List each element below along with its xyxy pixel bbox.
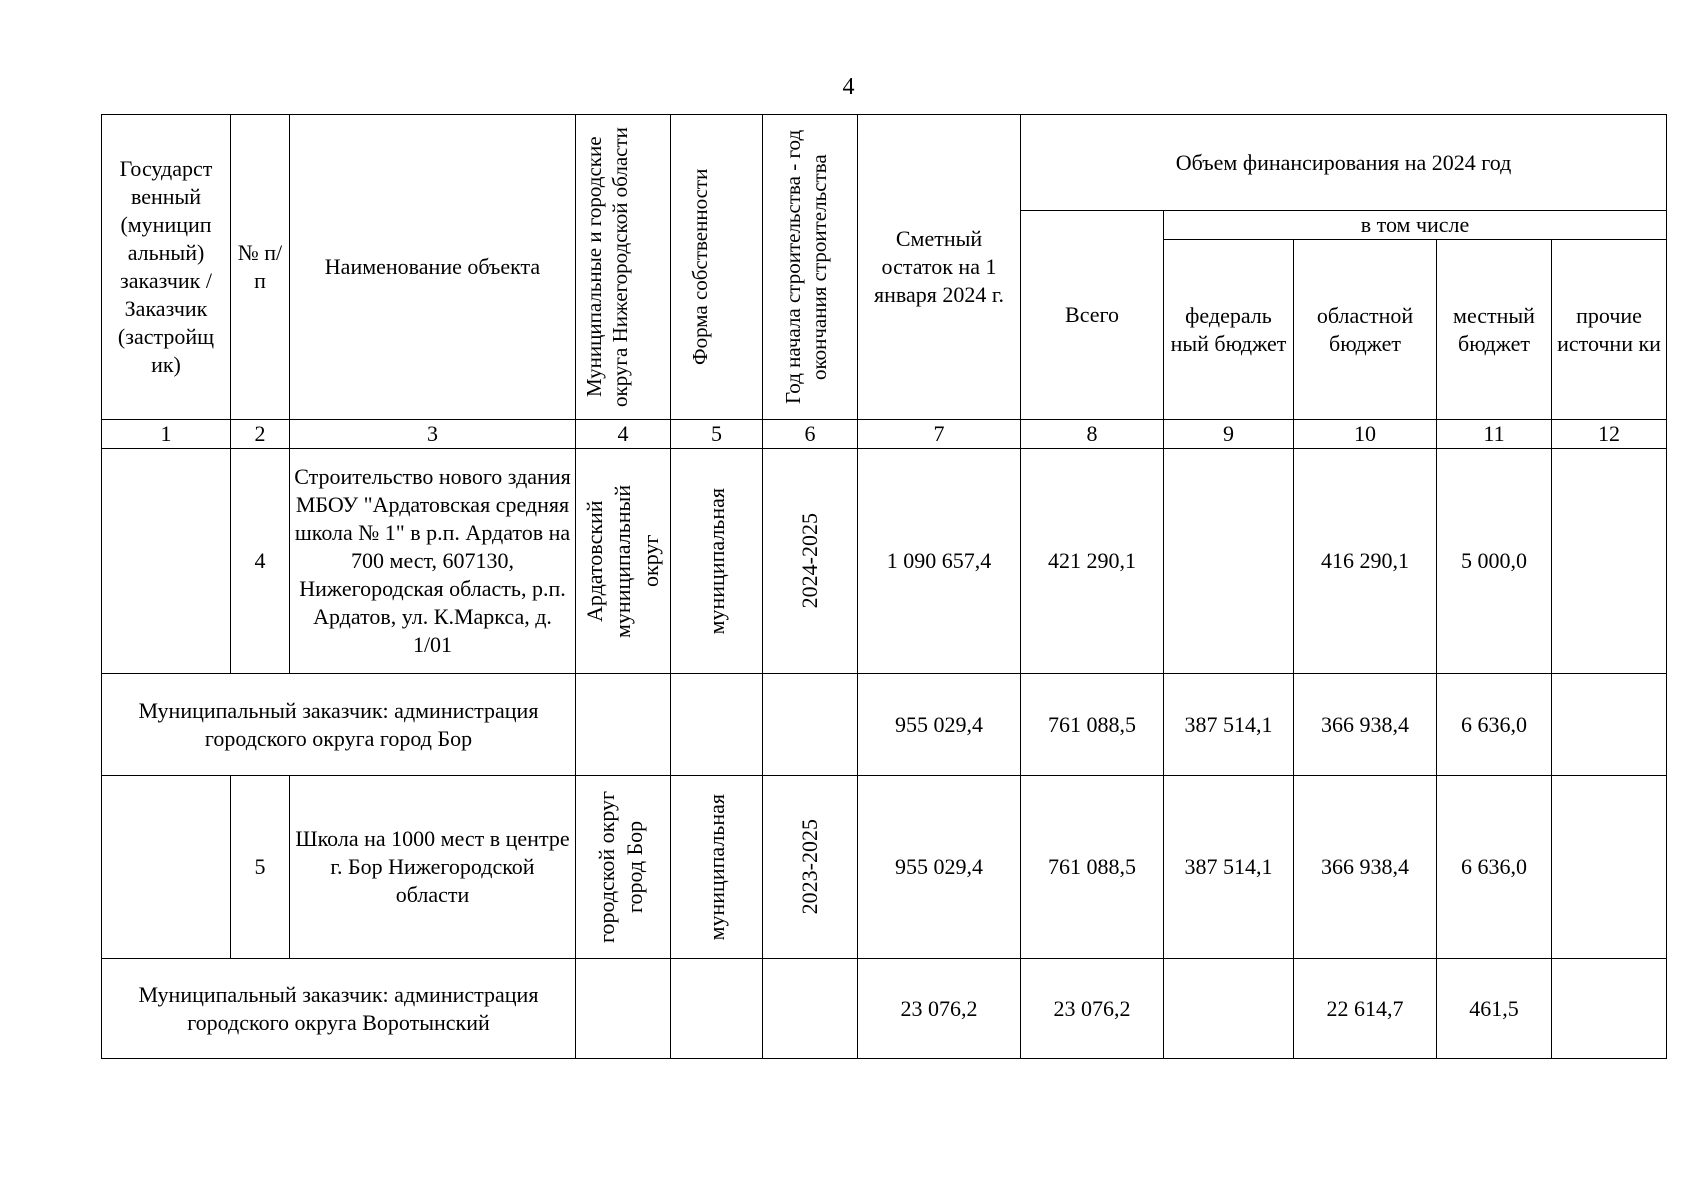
years-text: 2023-2025 bbox=[797, 819, 822, 915]
empty-cell bbox=[763, 959, 858, 1059]
column-number: 1 bbox=[102, 420, 231, 449]
object-name: Строительство нового здания МБОУ "Ардатовская средняя школа № 1" в р.п. Ардатов на 700 мест, 607130, Нижегородская область, р.п. Ардатов, ул. К.Маркса, д. 1/01 bbox=[290, 449, 576, 674]
header-financing: Объем финансирования на 2024 год bbox=[1021, 115, 1667, 211]
local-value: 6 636,0 bbox=[1437, 674, 1552, 776]
header-federal: федераль ный бюджет bbox=[1164, 240, 1294, 420]
federal-value bbox=[1164, 449, 1294, 674]
empty-cell bbox=[763, 674, 858, 776]
total-value: 761 088,5 bbox=[1021, 674, 1164, 776]
group-customer: Муниципальный заказчик: администрация городского округа Воротынский bbox=[102, 959, 576, 1059]
local-value: 6 636,0 bbox=[1437, 776, 1552, 959]
customer-cell bbox=[102, 449, 231, 674]
header-local: местный бюджет bbox=[1437, 240, 1552, 420]
header-remainder: Сметный остаток на 1 января 2024 г. bbox=[858, 115, 1021, 420]
header-municipality-text: Муниципальные и городские округа Нижегородской области bbox=[582, 127, 632, 407]
column-number: 8 bbox=[1021, 420, 1164, 449]
column-number: 6 bbox=[763, 420, 858, 449]
other-value bbox=[1552, 449, 1667, 674]
local-value: 5 000,0 bbox=[1437, 449, 1552, 674]
header-customer: Государст венный (муницип альный) заказчик / Заказчик (застройщ ик) bbox=[102, 115, 231, 420]
header-municipality bbox=[576, 115, 671, 420]
column-number: 11 bbox=[1437, 420, 1552, 449]
years-cell bbox=[763, 776, 858, 959]
empty-cell bbox=[671, 674, 763, 776]
header-regional: областной бюджет bbox=[1294, 240, 1437, 420]
total-value: 421 290,1 bbox=[1021, 449, 1164, 674]
years-text: 2024-2025 bbox=[797, 513, 822, 609]
group-row bbox=[102, 674, 1667, 776]
municipality-cell bbox=[576, 449, 671, 674]
column-number: 9 bbox=[1164, 420, 1294, 449]
remainder-value: 955 029,4 bbox=[858, 776, 1021, 959]
header-total: Всего bbox=[1021, 211, 1164, 420]
column-number: 3 bbox=[290, 420, 576, 449]
remainder-value: 23 076,2 bbox=[858, 959, 1021, 1059]
ownership-cell bbox=[671, 776, 763, 959]
header-number: № п/п bbox=[231, 115, 290, 420]
ownership-text: муниципальная bbox=[703, 487, 729, 635]
column-number: 7 bbox=[858, 420, 1021, 449]
column-number: 4 bbox=[576, 420, 671, 449]
page-number: 4 bbox=[842, 74, 855, 100]
column-number: 10 bbox=[1294, 420, 1437, 449]
local-value: 461,5 bbox=[1437, 959, 1552, 1059]
empty-cell bbox=[576, 959, 671, 1059]
header-ownership-text: Форма собственности bbox=[687, 168, 712, 366]
regional-value: 22 614,7 bbox=[1294, 959, 1437, 1059]
financing-table bbox=[101, 114, 1667, 1059]
remainder-value: 955 029,4 bbox=[858, 674, 1021, 776]
remainder-value: 1 090 657,4 bbox=[858, 449, 1021, 674]
federal-value: 387 514,1 bbox=[1164, 776, 1294, 959]
other-value bbox=[1552, 776, 1667, 959]
empty-cell bbox=[671, 959, 763, 1059]
regional-value: 366 938,4 bbox=[1294, 674, 1437, 776]
header-ownership bbox=[671, 115, 763, 420]
header-object-name: Наименование объекта bbox=[290, 115, 576, 420]
object-name: Школа на 1000 мест в центре г. Бор Нижегородской области bbox=[290, 776, 576, 959]
regional-value: 416 290,1 bbox=[1294, 449, 1437, 674]
federal-value bbox=[1164, 959, 1294, 1059]
total-value: 23 076,2 bbox=[1021, 959, 1164, 1059]
ownership-cell bbox=[671, 449, 763, 674]
group-customer: Муниципальный заказчик: администрация городского округа город Бор bbox=[102, 674, 576, 776]
table-row bbox=[102, 776, 1667, 959]
municipality-text: Ардатовский муниципальный округ bbox=[582, 484, 663, 638]
header-years-text: Год начала строительства - год окончания строительства bbox=[781, 129, 831, 405]
header-years bbox=[763, 115, 858, 420]
other-value bbox=[1552, 959, 1667, 1059]
column-number: 2 bbox=[231, 420, 290, 449]
empty-cell bbox=[576, 674, 671, 776]
municipality-text: городской округ город Бор bbox=[594, 790, 647, 944]
group-row bbox=[102, 959, 1667, 1059]
other-value bbox=[1552, 674, 1667, 776]
years-cell bbox=[763, 449, 858, 674]
row-number: 4 bbox=[231, 449, 290, 674]
row-number: 5 bbox=[231, 776, 290, 959]
column-number: 5 bbox=[671, 420, 763, 449]
federal-value: 387 514,1 bbox=[1164, 674, 1294, 776]
ownership-text: муниципальная bbox=[703, 793, 729, 941]
municipality-cell bbox=[576, 776, 671, 959]
column-number: 12 bbox=[1552, 420, 1667, 449]
regional-value: 366 938,4 bbox=[1294, 776, 1437, 959]
header-including: в том числе bbox=[1164, 211, 1667, 240]
table-row bbox=[102, 449, 1667, 674]
header-other: прочие источни ки bbox=[1552, 240, 1667, 420]
customer-cell bbox=[102, 776, 231, 959]
column-number-row bbox=[102, 420, 1667, 449]
total-value: 761 088,5 bbox=[1021, 776, 1164, 959]
